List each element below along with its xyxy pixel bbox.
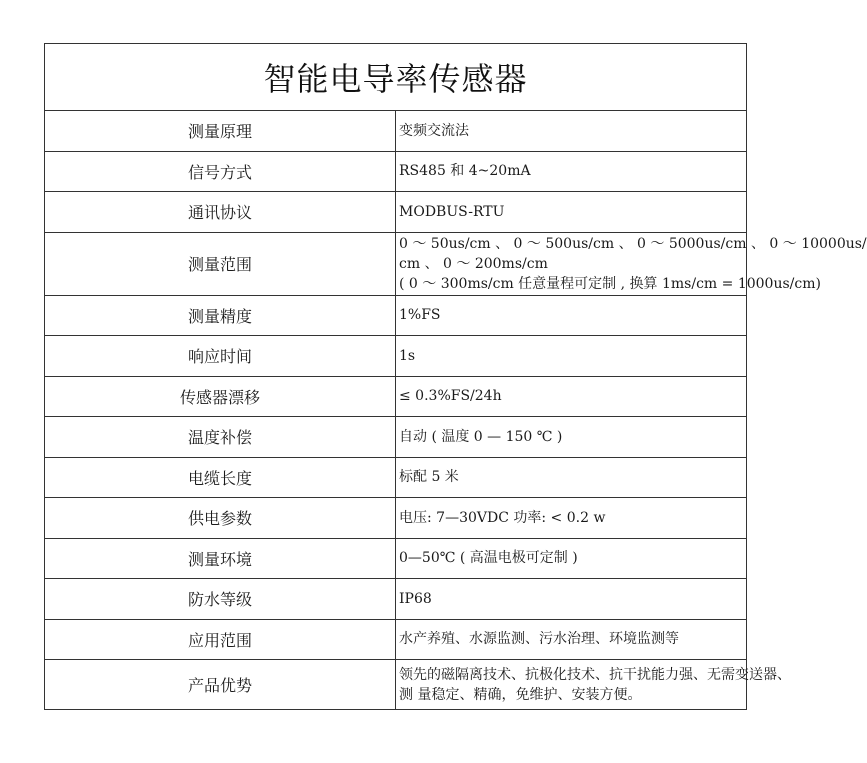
row-label-accuracy: 测量精度 bbox=[45, 295, 396, 336]
table-row bbox=[45, 660, 747, 710]
value-line: 标配 5 米 bbox=[399, 469, 459, 486]
table-row bbox=[45, 232, 747, 295]
row-label-cable: 电缆长度 bbox=[45, 457, 396, 498]
title-row bbox=[45, 44, 747, 111]
value-line: ≤ 0.3%FS/24h bbox=[399, 388, 502, 405]
table-row bbox=[45, 579, 747, 620]
row-value-temp-comp bbox=[396, 417, 747, 458]
table-row bbox=[45, 151, 747, 192]
table-row bbox=[45, 376, 747, 417]
table-row bbox=[45, 498, 747, 539]
row-label-application: 应用范围 bbox=[45, 619, 396, 660]
row-label-advantages: 产品优势 bbox=[45, 660, 396, 710]
row-value-power bbox=[396, 498, 747, 539]
value-line: 变频交流法 bbox=[399, 122, 469, 139]
row-value-principle bbox=[396, 111, 747, 152]
table-row bbox=[45, 417, 747, 458]
row-value-environment bbox=[396, 538, 747, 579]
row-label-principle: 测量原理 bbox=[45, 111, 396, 152]
row-value-cable bbox=[396, 457, 747, 498]
table-row bbox=[45, 295, 747, 336]
row-label-protocol: 通讯协议 bbox=[45, 192, 396, 233]
row-label-range: 测量范围 bbox=[45, 232, 396, 295]
row-value-protocol bbox=[396, 192, 747, 233]
value-line: 0—50℃ ( 高温电极可定制 ) bbox=[399, 550, 578, 567]
table-row bbox=[45, 538, 747, 579]
value-line: cm 、 0 ～ 200ms/cm bbox=[399, 255, 548, 272]
value-line: 电压: 7—30VDC 功率: < 0.2 w bbox=[399, 509, 606, 526]
value-line: MODBUS-RTU bbox=[399, 203, 505, 220]
row-label-response: 响应时间 bbox=[45, 336, 396, 377]
spec-sheet bbox=[44, 43, 867, 710]
table-row bbox=[45, 111, 747, 152]
value-line: 0 ～ 50us/cm 、 0 ～ 500us/cm 、 0 ～ 5000us/cm 、 0 ～ 10000us/ bbox=[399, 235, 867, 252]
row-label-signal: 信号方式 bbox=[45, 151, 396, 192]
row-value-accuracy bbox=[396, 295, 747, 336]
row-value-drift bbox=[396, 376, 747, 417]
row-value-range bbox=[396, 232, 867, 295]
row-value-waterproof bbox=[396, 579, 747, 620]
row-value-application bbox=[396, 619, 747, 660]
table-row bbox=[45, 619, 747, 660]
spec-table bbox=[44, 43, 867, 710]
row-value-advantages bbox=[396, 660, 791, 710]
row-value-signal bbox=[396, 151, 747, 192]
row-label-power: 供电参数 bbox=[45, 498, 396, 539]
table-row bbox=[45, 336, 747, 377]
value-line: RS485 和 4~20mA bbox=[399, 163, 531, 180]
page-title: 智能电导率传感器 bbox=[45, 44, 747, 111]
value-line: 1%FS bbox=[399, 307, 441, 324]
value-line: ( 0 ～ 300ms/cm 任意量程可定制 , 换算 1ms/cm = 1000us/cm) bbox=[399, 275, 821, 292]
row-value-response bbox=[396, 336, 747, 377]
row-label-environment: 测量环境 bbox=[45, 538, 396, 579]
value-line: 1s bbox=[399, 347, 416, 364]
table-row bbox=[45, 457, 747, 498]
row-label-drift: 传感器漂移 bbox=[45, 376, 396, 417]
row-label-temp-comp: 温度补偿 bbox=[45, 417, 396, 458]
table-row bbox=[45, 192, 747, 233]
value-line: 水产养殖、水源监测、污水治理、环境监测等 bbox=[399, 631, 679, 648]
value-line: IP68 bbox=[399, 590, 432, 607]
row-label-waterproof: 防水等级 bbox=[45, 579, 396, 620]
value-line: 自动 ( 温度 0 — 150 ℃ ) bbox=[399, 428, 563, 445]
value-line: 测 量稳定、精确，免维护、安装方便。 bbox=[399, 686, 642, 703]
value-line: 领先的磁隔离技术、抗极化技术、抗干扰能力强、无需变送器、 bbox=[399, 666, 791, 683]
